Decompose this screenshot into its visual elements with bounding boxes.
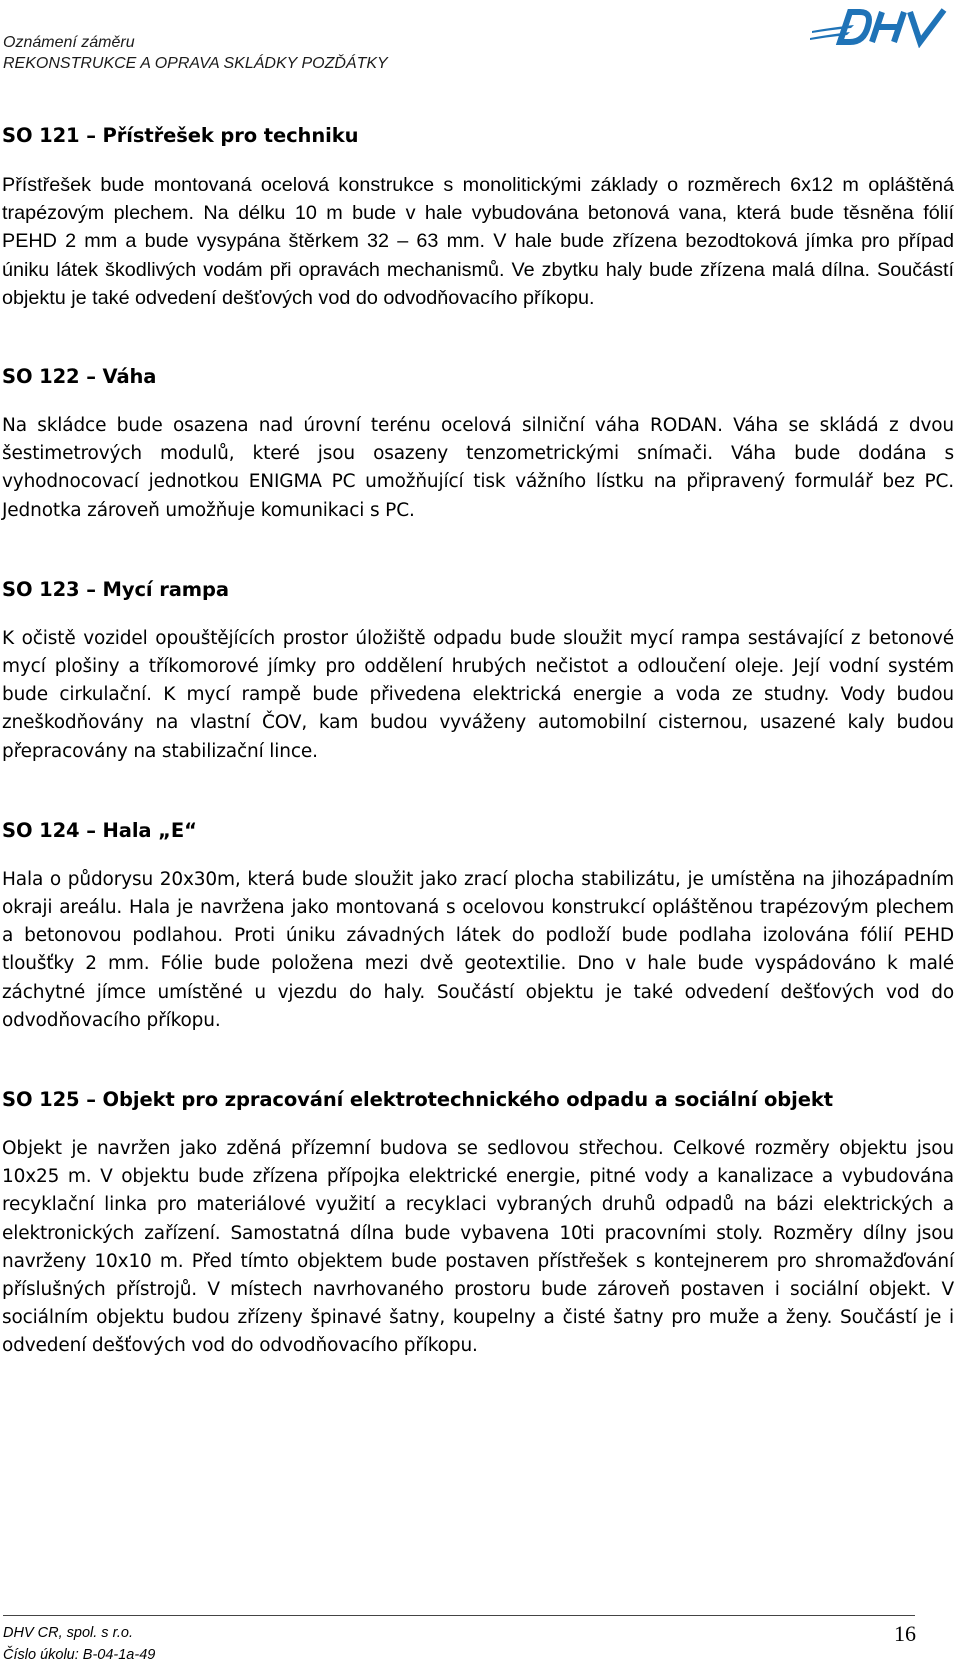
- section-so-121: [2, 122, 954, 312]
- section-heading: SO 121 – Přístřešek pro techniku: [2, 124, 359, 147]
- section-heading: SO 123 – Mycí rampa: [2, 577, 229, 601]
- header-project-title: REKONSTRUKCE A OPRAVA SKLÁDKY POZĎÁTKY: [3, 55, 388, 72]
- section-so-122: [2, 363, 954, 525]
- dhv-logo: [810, 4, 950, 48]
- footer-company: DHV CR, spol. s r.o.: [3, 1625, 133, 1641]
- page-footer: [3, 1622, 155, 1666]
- section-so-124: [2, 817, 954, 1035]
- header-notice-title: Oznámení záměru: [3, 34, 135, 51]
- section-heading: SO 125 – Objekt pro zpracování elektrotechnického odpadu a sociální objekt: [2, 1088, 833, 1112]
- page-header: [3, 32, 388, 74]
- section-paragraph: Přístřešek bude montovaná ocelová konstrukce s monolitickými základy o rozměrech 6x12 m opláštěná trapézovým plechem. Na délku 10 m bude v hale vybudována betonová vana, která bude těsněna fólií PEHD 2 mm a bude vysypána štěrkem 32 – 63 mm. V hale bude zřízena bezodtoková jímka pro případ úniku látek škodlivých vodám při opravách mechanismů. Ve zbytku haly bude zřízena malá dílna. Součástí objektu je také odvedení dešťových vod do odvodňovacího příkopu.: [2, 174, 954, 309]
- page-number: 16: [894, 1621, 916, 1646]
- section-so-123: [2, 576, 954, 766]
- section-paragraph: K očistě vozidel opouštějících prostor úložiště odpadu bude sloužit mycí rampa sestávající z betonové mycí plošiny a tříkomorové jímky pro oddělení hrubých nečistot a odloučení oleje. Její vodní systém bude cirkulační. K mycí rampě bude přivedena elektrická energie a voda ze studny. Vody budou zneškodňovány na vlastní ČOV, kam budou vyváženy automobilní cisternou, usazené kaly budou přepracovány na stabilizační lince.: [2, 627, 954, 762]
- section-so-125: [2, 1086, 954, 1361]
- footer-task-number: Číslo úkolu: B-04-1a-49: [3, 1647, 156, 1663]
- section-heading: SO 122 – Váha: [2, 365, 157, 389]
- section-heading: SO 124 – Hala „E“: [2, 818, 197, 842]
- document-body: [2, 122, 954, 1361]
- section-paragraph: Objekt je navržen jako zděná přízemní budova se sedlovou střechou. Celkové rozměry objektu jsou 10x25 m. V objektu bude zřízena přípojka elektrické energie, pitné vody a kanalizace a vybudována recyklační linka pro materiálové využití a recyklaci vybraných druhů odpadů na bázi elektrických a elektronických zařízení. Samostatná dílna bude vybavena 10ti pracovními stoly. Rozměry dílny jsou navrženy 10x10 m. Před tímto objektem bude postaven přístřešek s kontejnerem pro shromažďování příslušných přístrojů. V místech navrhovaného prostoru bude zároveň postaven i sociální objekt. V sociálním objektu budou zřízeny špinavé šatny, koupelny a čisté šatny pro muže a ženy. Součástí je i odvedení dešťových vod do odvodňovacího příkopu.: [2, 1138, 954, 1357]
- section-paragraph: Na skládce bude osazena nad úrovní terénu ocelová silniční váha RODAN. Váha se skládá z dvou šestimetrových modulů, které jsou osazeny tenzometrickými snímači. Váha bude dodána s vyhodnocovací jednotkou ENIGMA PC umožňující tisk vážního lístku na připravený formulář bez PC. Jednotka zároveň umožňuje komunikaci s PC.: [2, 415, 954, 521]
- footer-divider: [3, 1615, 915, 1616]
- section-paragraph: Hala o půdorysu 20x30m, která bude sloužit jako zrací plocha stabilizátu, je umístěna na jihozápadním okraji areálu. Hala je navržena jako montovaná s ocelovou konstrukcí opláštěnou trapézovým plechem a betonovou podlahou. Proti úniku závadných látek do podloží bude podlaha izolována fólií PEHD tloušťky 2 mm. Fólie bude položena mezi dvě geotextilie. Dno v hale bude vyspádováno k malé záchytné jímce umístěné u vjezdu do haly. Součástí objektu je také odvedení dešťových vod do odvodňovacího příkopu.: [2, 868, 954, 1031]
